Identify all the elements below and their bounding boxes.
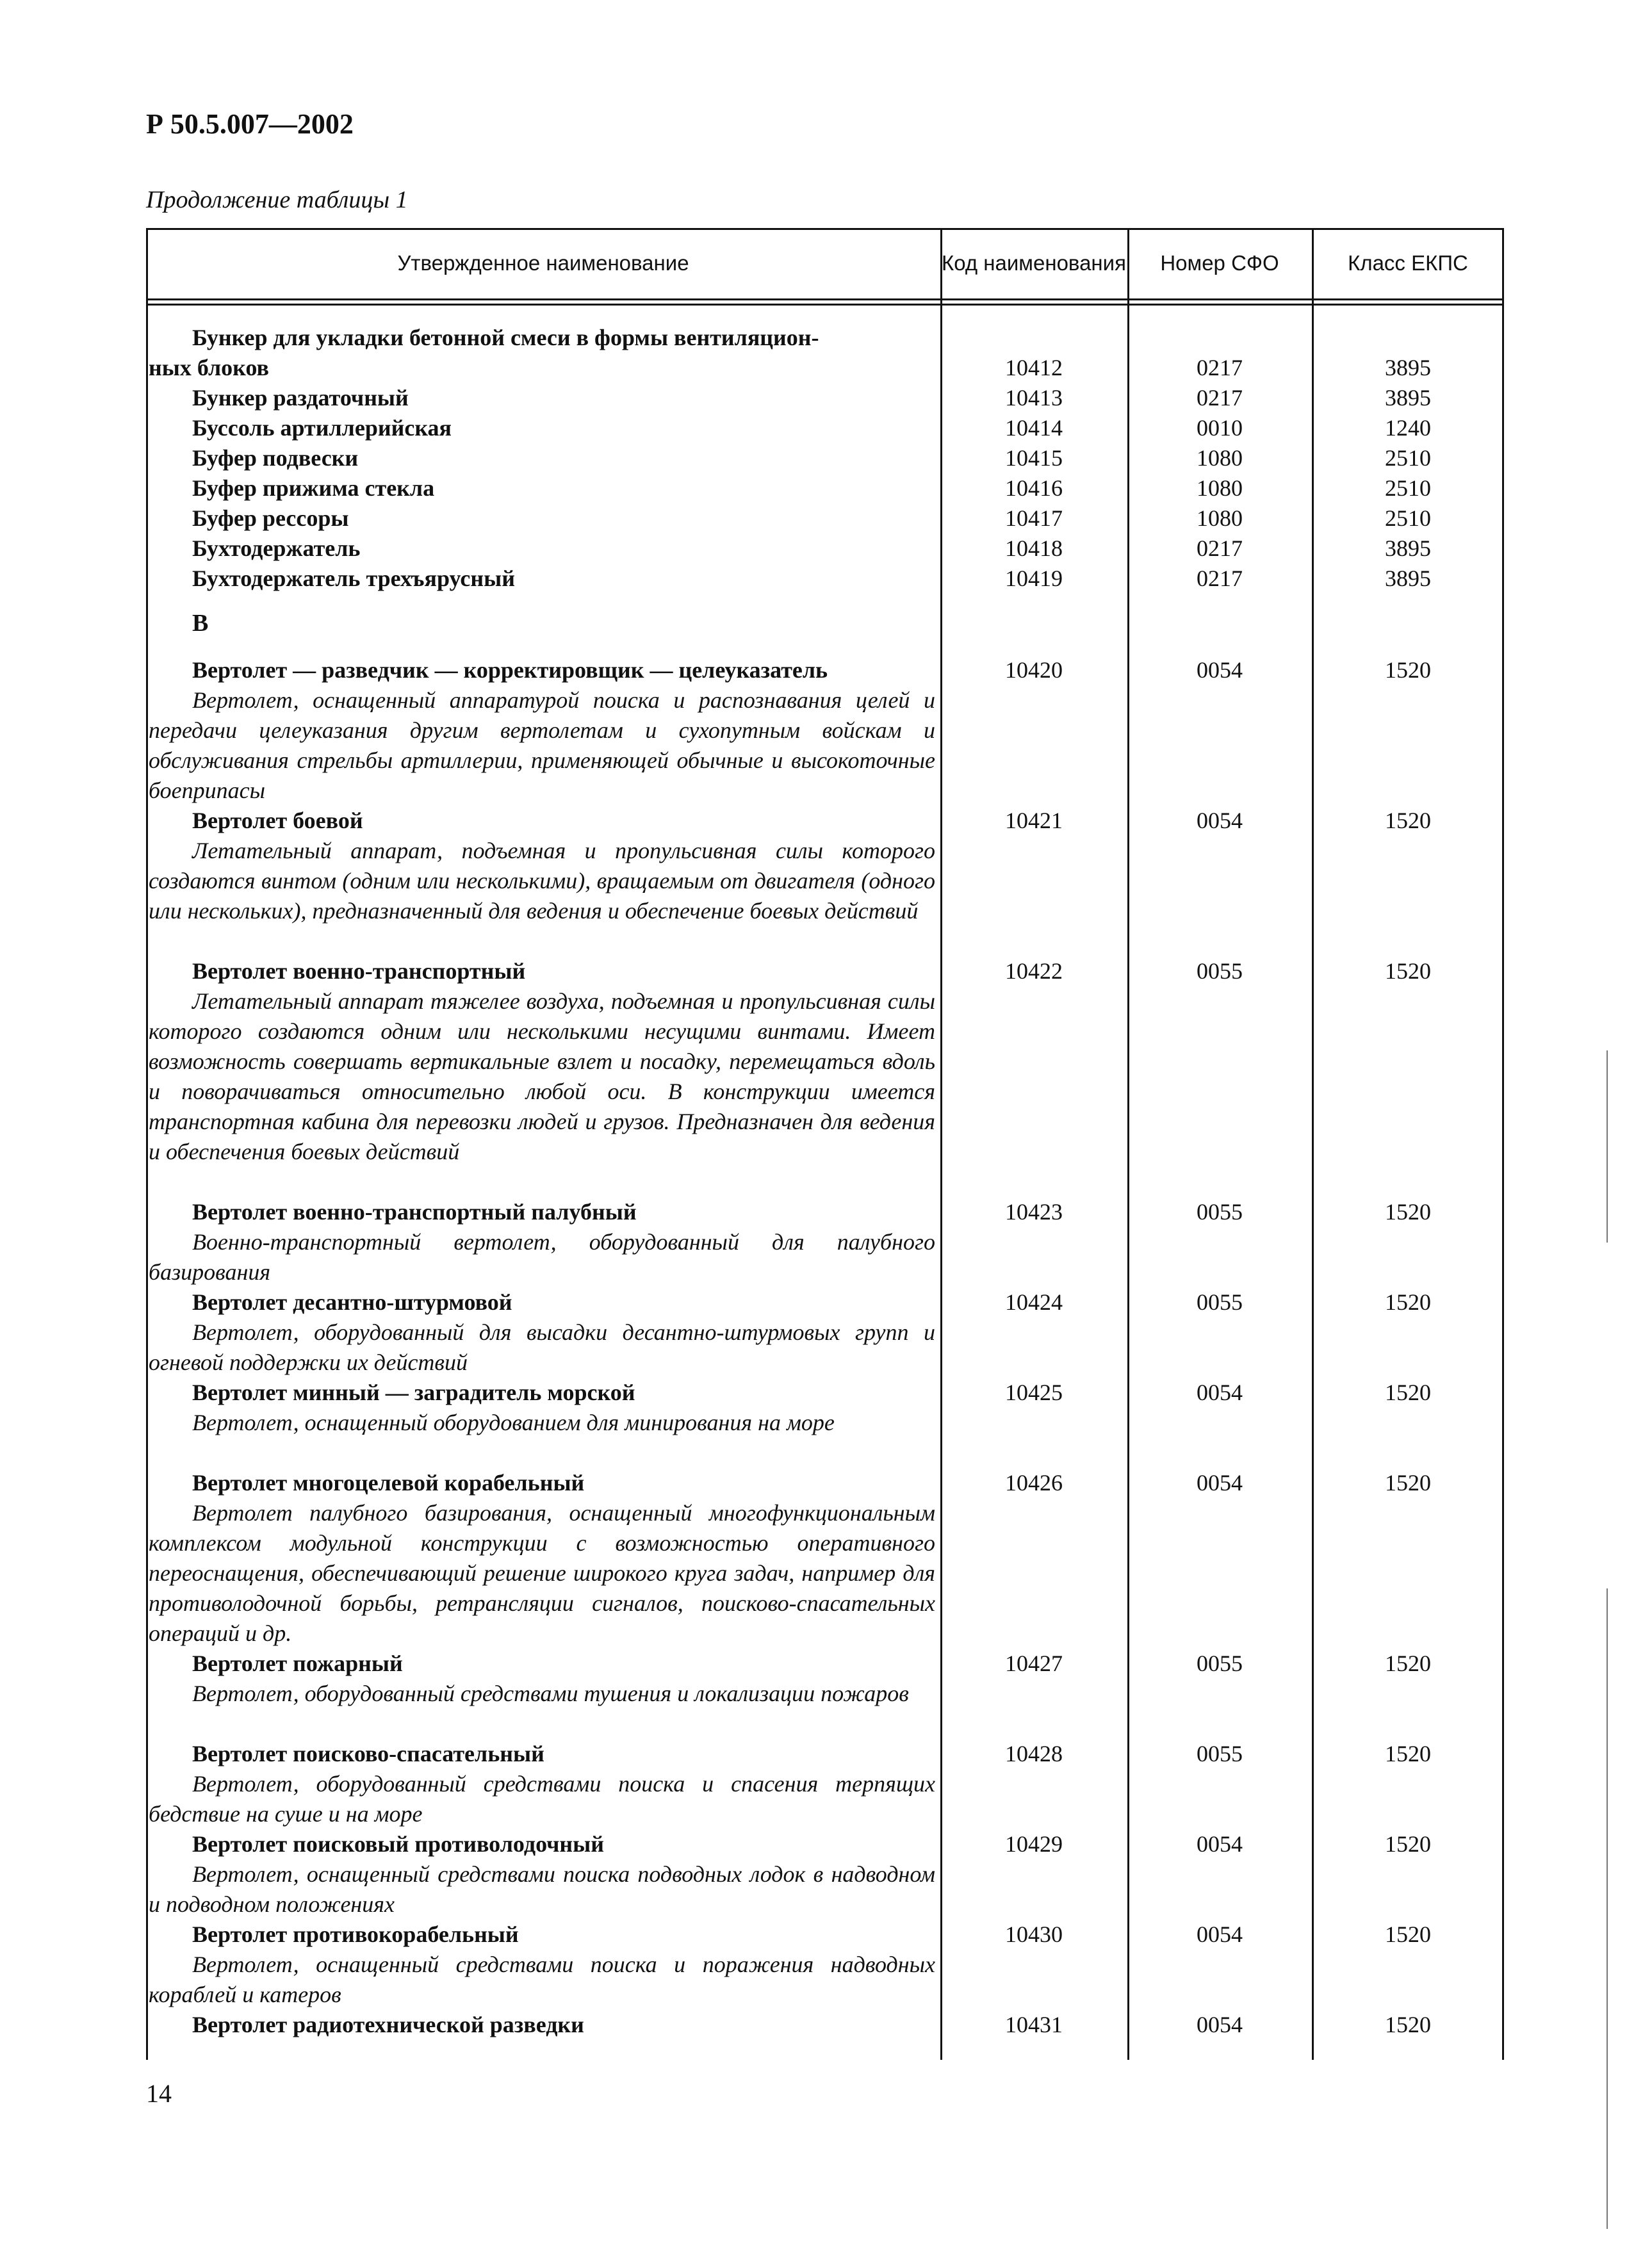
- row-sfo: 0054: [1197, 1470, 1243, 1496]
- row-code: 10415: [1005, 445, 1063, 471]
- row-ekps: 2510: [1385, 505, 1431, 531]
- row-title: Вертолет поисково-спасательный: [192, 1741, 544, 1766]
- row-title: Бункер для укладки бетонной смеси в формы вентиляцион-: [192, 325, 819, 350]
- row-code: 10419: [1005, 566, 1063, 591]
- row-description: Летательный аппарат тяжелее воздуха, подъемная и пропульсивная силы которого создаются одним или несколькими несущими винтами. Имеет возможность совершать вертикальные взлет и посадку, перемещаться вдоль и поворачиваться относительно любой оси. В конструкции имеется транспортная кабина для перевозки людей и грузов. Предназначен для ведения и обеспечения боевых действий: [149, 988, 935, 1164]
- row-title: Буфер рессоры: [192, 505, 349, 531]
- row-description: Вертолет, оборудованный для высадки десантно-штурмовых групп и огневой поддержки их действий: [149, 1319, 935, 1375]
- row-title-continuation: ных блоков: [149, 355, 269, 380]
- row-ekps: 1520: [1385, 1741, 1431, 1766]
- row-code: 10430: [1005, 1921, 1063, 1947]
- row-code: 10420: [1005, 657, 1063, 683]
- row-sfo: 0055: [1197, 1289, 1243, 1315]
- row-ekps: 1520: [1385, 657, 1431, 683]
- row-sfo: 1080: [1197, 505, 1243, 531]
- col-border-left: [146, 228, 148, 2060]
- row-ekps: 1520: [1385, 1380, 1431, 1405]
- row-description: Вертолет, оснащенный аппаратурой поиска и распознавания целей и передачи целеуказания другим вертолетам и сухопутным войскам и обслуживания стрельбы артиллерии, применяющей обычные и высокоточные боеприпасы: [149, 687, 935, 803]
- row-title: Вертолет минный — заградитель морской: [192, 1380, 635, 1405]
- row-code: 10413: [1005, 385, 1063, 411]
- row-description: Вертолет, оснащенный оборудованием для минирования на море: [192, 1410, 835, 1435]
- row-code: 10412: [1005, 355, 1063, 380]
- page-number: 14: [146, 2079, 172, 2108]
- row-ekps: 3895: [1385, 535, 1431, 561]
- row-ekps: 1520: [1385, 1289, 1431, 1315]
- scan-margin-mark: [1607, 1050, 1608, 1243]
- row-title: Вертолет военно-транспортный: [192, 958, 526, 984]
- row-ekps: 3895: [1385, 355, 1431, 380]
- row-sfo: 0055: [1197, 958, 1243, 984]
- header-divider-double: [146, 304, 1504, 306]
- row-description: Летательный аппарат, подъемная и пропульсивная силы которого создаются винтом (одним или несколькими), вращаемым от двигателя (одного или нескольких), предназначенный для ведения и обеспечение боевых действий: [149, 838, 935, 924]
- row-title: Вертолет многоцелевой корабельный: [192, 1470, 585, 1496]
- row-title: Бункер раздаточный: [192, 385, 409, 411]
- row-title: Вертолет десантно-штурмовой: [192, 1289, 512, 1315]
- row-code: 10422: [1005, 958, 1063, 984]
- row-ekps: 1520: [1385, 1651, 1431, 1676]
- data-table: [146, 228, 1504, 2060]
- row-ekps: 2510: [1385, 475, 1431, 501]
- row-sfo: 1080: [1197, 475, 1243, 501]
- row-sfo: 0055: [1197, 1741, 1243, 1766]
- document-code: Р 50.5.007—2002: [146, 108, 354, 140]
- row-sfo: 0217: [1197, 385, 1243, 411]
- row-title: Вертолет боевой: [192, 808, 363, 833]
- row-code: 10429: [1005, 1831, 1063, 1857]
- row-code: 10418: [1005, 535, 1063, 561]
- row-ekps: 3895: [1385, 385, 1431, 411]
- row-sfo: 0054: [1197, 2012, 1243, 2037]
- row-title: Буфер подвески: [192, 445, 359, 471]
- row-sfo: 0054: [1197, 1380, 1243, 1405]
- row-sfo: 1080: [1197, 445, 1243, 471]
- row-code: 10421: [1005, 808, 1063, 833]
- row-description: Военно-транспортный вертолет, оборудованный для палубного базирования: [149, 1229, 935, 1285]
- row-title: Вертолет противокорабельный: [192, 1921, 519, 1947]
- row-sfo: 0054: [1197, 657, 1243, 683]
- row-description: Вертолет палубного базирования, оснащенный многофункциональным комплексом модульной конструкции с возможностью оперативного переоснащения, обеспечивающий решение широкого круга задач, например для противолодочной борьбы, ретрансляции сигналов, поисково-спасательных операций и др.: [149, 1500, 935, 1646]
- row-sfo: 0010: [1197, 415, 1243, 441]
- table-caption: Продолжение таблицы 1: [146, 186, 408, 213]
- row-code: 10428: [1005, 1741, 1063, 1766]
- column-header-name: Утвержденное наименование: [397, 251, 689, 275]
- row-code: 10424: [1005, 1289, 1063, 1315]
- row-description: Вертолет, оснащенный средствами поиска подводных лодок в надводном и подводном положениях: [149, 1861, 935, 1917]
- row-title: Бухтодержатель трехъярусный: [192, 566, 515, 591]
- row-title: Вертолет — разведчик — корректировщик — целеуказатель: [192, 657, 828, 683]
- row-title: Вертолет пожарный: [192, 1651, 403, 1676]
- row-description: Вертолет, оснащенный средствами поиска и поражения надводных кораблей и катеров: [149, 1952, 935, 2007]
- row-sfo: 0217: [1197, 355, 1243, 380]
- row-sfo: 0054: [1197, 1831, 1243, 1857]
- row-title: Вертолет военно-транспортный палубный: [192, 1199, 637, 1225]
- row-description: Вертолет, оборудованный средствами поиска и спасения терпящих бедствие на суше и на море: [149, 1771, 935, 1827]
- row-ekps: 1520: [1385, 1199, 1431, 1225]
- row-sfo: 0217: [1197, 566, 1243, 591]
- section-letter: В: [192, 610, 209, 637]
- row-sfo: 0055: [1197, 1199, 1243, 1225]
- column-header-sfo: Номер СФО: [1160, 251, 1279, 275]
- row-sfo: 0054: [1197, 1921, 1243, 1947]
- row-ekps: 1240: [1385, 415, 1431, 441]
- row-ekps: 1520: [1385, 958, 1431, 984]
- row-code: 10417: [1005, 505, 1063, 531]
- row-code: 10427: [1005, 1651, 1063, 1676]
- row-title: Бухтодержатель: [192, 535, 361, 561]
- row-title: Вертолет поисковый противолодочный: [192, 1831, 605, 1857]
- row-ekps: 1520: [1385, 1921, 1431, 1947]
- row-ekps: 1520: [1385, 1831, 1431, 1857]
- row-description: Вертолет, оборудованный средствами тушения и локализации пожаров: [192, 1681, 909, 1706]
- column-header-code: Код наименования: [942, 251, 1126, 275]
- row-ekps: 1520: [1385, 1470, 1431, 1496]
- row-ekps: 1520: [1385, 2012, 1431, 2037]
- row-sfo: 0217: [1197, 535, 1243, 561]
- row-code: 10426: [1005, 1470, 1063, 1496]
- row-title: Буфер прижима стекла: [192, 475, 435, 501]
- row-code: 10431: [1005, 2012, 1063, 2037]
- column-header-ekps: Класс ЕКПС: [1348, 251, 1468, 275]
- row-code: 10423: [1005, 1199, 1063, 1225]
- row-sfo: 0055: [1197, 1651, 1243, 1676]
- row-sfo: 0054: [1197, 808, 1243, 833]
- row-code: 10416: [1005, 475, 1063, 501]
- row-ekps: 1520: [1385, 808, 1431, 833]
- row-ekps: 2510: [1385, 445, 1431, 471]
- row-code: 10425: [1005, 1380, 1063, 1405]
- row-ekps: 3895: [1385, 566, 1431, 591]
- row-title: Вертолет радиотехнической разведки: [192, 2012, 584, 2037]
- row-title: Буссоль артиллерийская: [192, 415, 452, 441]
- scan-margin-mark: [1607, 1588, 1608, 2229]
- header-divider: [146, 298, 1504, 300]
- row-code: 10414: [1005, 415, 1063, 441]
